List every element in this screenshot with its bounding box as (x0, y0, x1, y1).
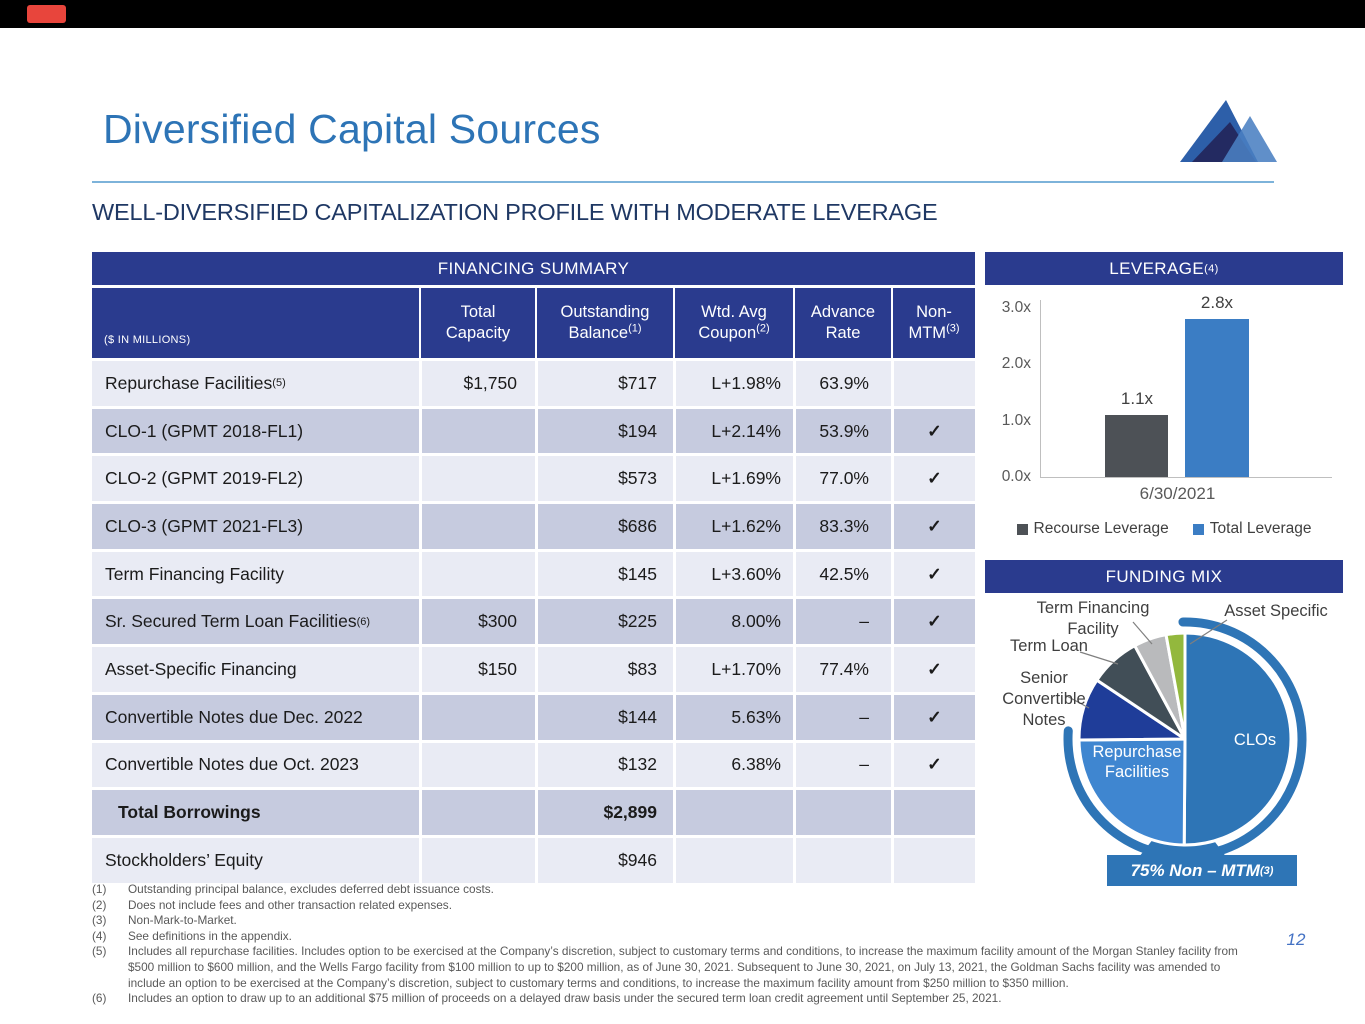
y-axis-tick: 0.0x (1001, 468, 1031, 485)
checkmark-icon: ✓ (927, 706, 942, 727)
table-row (92, 453, 975, 501)
coupon-cell: L+3.60% (673, 552, 793, 597)
pie-label-clos: CLOs (1233, 731, 1277, 749)
checkmark-icon: ✓ (927, 658, 942, 679)
row-label: Total Borrowings (118, 802, 261, 823)
legend-item (1017, 520, 1169, 538)
checkmark-icon: ✓ (927, 611, 942, 632)
balance-cell: $83 (535, 647, 673, 692)
capacity-cell: $300 (419, 599, 535, 644)
coupon-cell: 5.63% (673, 695, 793, 740)
balance-cell: $145 (535, 552, 673, 597)
leverage-banner: LEVERAGE (4) (985, 252, 1343, 285)
y-axis-line (1040, 300, 1041, 478)
table-row (92, 549, 975, 597)
row-label: Asset-Specific Financing (105, 658, 297, 679)
advance-cell: 77.4% (793, 647, 891, 692)
pie-label-term-financing-facility: Term Financing Facility (1036, 599, 1150, 638)
balance-cell: $2,899 (535, 790, 673, 835)
footnote (92, 882, 1260, 898)
company-logo-mountain-icon (1178, 96, 1278, 169)
advance-cell: – (793, 695, 891, 740)
balance-cell: $573 (535, 456, 673, 501)
financing-summary-banner: FINANCING SUMMARY (92, 252, 975, 285)
table-row (92, 692, 975, 740)
capacity-cell (419, 552, 535, 597)
non-mtm-cell (891, 743, 975, 788)
row-label-cell (92, 409, 419, 454)
y-axis-tick: 2.0x (1001, 355, 1031, 373)
footnote-text: Outstanding principal balance, excludes deferred debt issuance costs. (128, 882, 494, 896)
non-mtm-cell (891, 838, 975, 883)
coupon-cell: L+1.70% (673, 647, 793, 692)
x-axis-category: 6/30/2021 (1139, 484, 1216, 503)
checkmark-icon: ✓ (927, 420, 942, 441)
financing-summary-table (92, 252, 975, 883)
table-row (92, 358, 975, 406)
capacity-cell: $1,750 (419, 361, 535, 406)
non-mtm-cell (891, 599, 975, 644)
checkmark-icon: ✓ (927, 563, 942, 584)
table-header-row (92, 288, 975, 358)
advance-cell: 53.9% (793, 409, 891, 454)
balance-cell: $194 (535, 409, 673, 454)
footnote-number: (6) (92, 991, 107, 1006)
footnote-text: See definitions in the appendix. (128, 928, 292, 943)
non-mtm-cell (891, 504, 975, 549)
capacity-cell: $150 (419, 647, 535, 692)
row-label-cell: Sr. Secured Term Loan Facilities (6) (105, 611, 371, 632)
footnote-text: Does not include fees and other transaction related expenses. (128, 897, 452, 912)
balance-cell: $132 (535, 743, 673, 788)
footnote (92, 913, 1260, 929)
row-label-cell (92, 743, 419, 788)
column-header-footref: (2) (756, 322, 770, 335)
table-row (92, 406, 975, 454)
footnote (92, 898, 1260, 914)
footnote-number: (5) (92, 944, 107, 959)
coupon-cell: 6.38% (673, 743, 793, 788)
capacity-cell (419, 838, 535, 883)
row-label: Repurchase Facilities (105, 372, 273, 393)
column-header-footref: (3) (946, 322, 960, 335)
non-mtm-callout: 75% Non – MTM (3) (1107, 855, 1297, 886)
column-header-text (681, 302, 787, 344)
column-header-label: Total Capacity (445, 303, 511, 342)
row-label: Stockholders’ Equity (105, 849, 263, 870)
advance-cell: 63.9% (793, 361, 891, 406)
row-label-cell (92, 695, 419, 740)
record-button[interactable] (27, 5, 66, 23)
legend-swatch (1017, 524, 1028, 535)
pie-label-term-loan: Term Loan (1010, 637, 1088, 655)
chart-legend (985, 520, 1343, 538)
column-header-label: Advance Rate (810, 303, 876, 342)
column-header-text (899, 302, 969, 344)
row-label-cell (92, 504, 419, 549)
column-header-label: Outstanding Balance (560, 303, 650, 342)
capacity-cell (419, 504, 535, 549)
footnote (92, 944, 1260, 991)
column-header-text (543, 302, 667, 344)
non-mtm-cell (891, 695, 975, 740)
row-label: Term Financing Facility (105, 563, 284, 584)
column-header-footref: (1) (628, 322, 642, 335)
row-label-cell (92, 552, 419, 597)
row-label-cell (92, 838, 419, 883)
advance-cell: 77.0% (793, 456, 891, 501)
advance-cell (793, 838, 891, 883)
row-label-cell: Repurchase Facilities (5) (105, 372, 286, 393)
balance-cell: $946 (535, 838, 673, 883)
pie-label-senior-convertible-notes: Senior Convertible Notes (1002, 669, 1086, 729)
footnote-number: (3) (92, 913, 107, 928)
coupon-cell: L+2.14% (673, 409, 793, 454)
advance-cell: 42.5% (793, 552, 891, 597)
page-title: Diversified Capital Sources (103, 106, 601, 152)
column-header-label: Wtd. Avg Coupon (698, 303, 767, 342)
non-mtm-cell (891, 456, 975, 501)
footnote-text: Includes all repurchase facilities. Includes option to be exercised at the Company’s discretion, subject to customary terms and conditions, to increase the maximum facility amount of the Morgan Stanley facility from $500 million to $600 million, and the Wells Fargo facility from $100 million to up to $200 million, as of June 30, 2021. Subsequent to June 30, 2021, on July 13, 2021, the Goldman Sachs facility was amended to include an option to be exercised at the Company’s discretion, subject to customary terms and conditions, to increase the maximum facility amount from $250 million to $350 million. (128, 944, 1238, 990)
table-row (92, 740, 975, 788)
legend-label: Total Leverage (1209, 520, 1312, 537)
capacity-cell (419, 790, 535, 835)
title-divider (92, 181, 1274, 183)
capacity-cell (419, 743, 535, 788)
footnote (92, 991, 1260, 1007)
table-row (92, 596, 975, 644)
legend-item (1193, 520, 1312, 538)
coupon-cell: 8.00% (673, 599, 793, 644)
row-label: CLO-3 (GPMT 2021-FL3) (105, 515, 304, 536)
bar-value-label: 2.8x (1200, 293, 1234, 312)
advance-cell (793, 790, 891, 835)
coupon-cell (673, 790, 793, 835)
table-unit-label: ($ IN MILLIONS) (104, 334, 191, 346)
footnote-number: (1) (92, 882, 107, 896)
balance-cell: $717 (535, 361, 673, 406)
row-label-cell (92, 647, 419, 692)
bar-recourse-leverage (1105, 415, 1168, 477)
table-row (92, 644, 975, 692)
column-header-text (427, 302, 529, 344)
row-label-cell (92, 790, 419, 835)
footnote-number: (2) (92, 897, 107, 912)
pie-label-asset-specific: Asset Specific (1224, 602, 1328, 620)
row-label: Convertible Notes due Oct. 2023 (105, 754, 359, 775)
legend-label: Recourse Leverage (1033, 520, 1169, 537)
x-axis-line (1040, 477, 1332, 478)
row-label: Convertible Notes due Dec. 2022 (105, 706, 363, 727)
non-mtm-cell (891, 790, 975, 835)
advance-cell: – (793, 743, 891, 788)
footnotes (92, 882, 1260, 1007)
page-number: 12 (1286, 930, 1306, 949)
funding-mix-panel (985, 560, 1343, 900)
coupon-cell: L+1.69% (673, 456, 793, 501)
checkmark-icon: ✓ (927, 515, 942, 536)
balance-cell: $225 (535, 599, 673, 644)
column-header-label: Non-MTM (908, 303, 952, 342)
column-header-text (801, 302, 885, 344)
row-label: CLO-1 (GPMT 2018-FL1) (105, 420, 304, 441)
non-mtm-callout-text: 75% Non – MTM (1130, 860, 1260, 880)
pie-label-repurchase-facilities: Repurchase Facilities (1092, 743, 1182, 781)
leverage-chart-panel (985, 252, 1343, 552)
bar-total-leverage (1185, 319, 1249, 477)
non-mtm-cell (891, 647, 975, 692)
column-header (793, 288, 891, 358)
balance-cell: $686 (535, 504, 673, 549)
row-label: CLO-2 (GPMT 2019-FL2) (105, 468, 304, 489)
capacity-cell (419, 695, 535, 740)
column-header (535, 288, 673, 358)
table-row (92, 501, 975, 549)
checkmark-icon: ✓ (927, 754, 942, 775)
table-body (92, 358, 975, 883)
non-mtm-cell (891, 552, 975, 597)
y-axis-tick: 1.0x (1001, 411, 1031, 429)
legend-swatch (1193, 524, 1204, 535)
y-axis-tick: 3.0x (1001, 299, 1031, 316)
coupon-cell: L+1.62% (673, 504, 793, 549)
page-subtitle: WELL-DIVERSIFIED CAPITALIZATION PROFILE WITH MODERATE LEVERAGE (92, 199, 938, 225)
non-mtm-cell (891, 361, 975, 406)
column-header (891, 288, 975, 358)
non-mtm-cell (891, 409, 975, 454)
top-chrome-bar (0, 0, 1365, 28)
footnote-text: Includes an option to draw up to an additional $75 million of proceeds on a delayed draw basis under the secured term loan credit agreement until September 25, 2021. (128, 991, 1002, 1006)
row-label-cell (92, 456, 419, 501)
leverage-banner-label: LEVERAGE (1109, 258, 1205, 278)
footnote-number: (4) (92, 928, 107, 943)
bar-value-label: 1.1x (1120, 389, 1154, 408)
column-header (419, 288, 535, 358)
table-row (92, 787, 975, 835)
footnote (92, 929, 1260, 945)
checkmark-icon: ✓ (927, 468, 942, 489)
footnote-text: Non-Mark-to-Market. (128, 913, 237, 928)
row-label: Sr. Secured Term Loan Facilities (105, 611, 357, 632)
balance-cell: $144 (535, 695, 673, 740)
advance-cell: – (793, 599, 891, 644)
table-row (92, 835, 975, 883)
advance-cell: 83.3% (793, 504, 891, 549)
coupon-cell: L+1.98% (673, 361, 793, 406)
funding-mix-banner: FUNDING MIX (985, 560, 1343, 593)
column-header (673, 288, 793, 358)
coupon-cell (673, 838, 793, 883)
capacity-cell (419, 456, 535, 501)
capacity-cell (419, 409, 535, 454)
